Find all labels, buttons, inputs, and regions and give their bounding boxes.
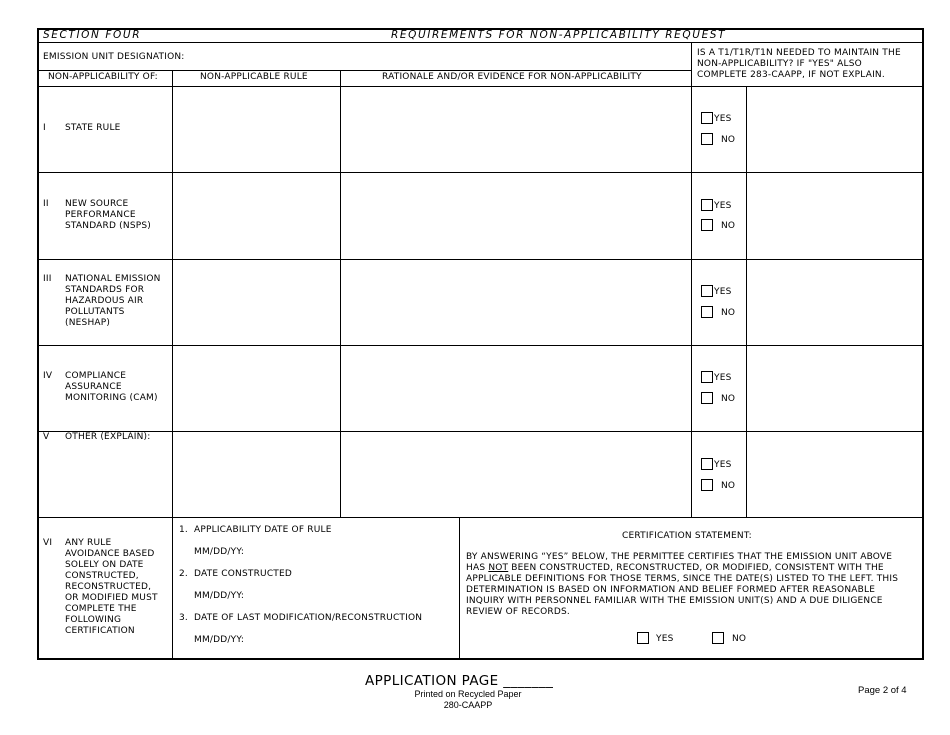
divider (37, 517, 924, 518)
row-label: HAZARDOUS AIR (65, 296, 144, 306)
divider (37, 345, 924, 346)
certification-no-checkbox[interactable] (712, 632, 724, 644)
column-header-rule: NON-APPLICABLE RULE (200, 72, 308, 82)
certification-text (466, 563, 884, 574)
certification-title: CERTIFICATION STATEMENT: (622, 531, 752, 541)
section-title: REQUIREMENTS FOR NON-APPLICABILITY REQUEST (391, 29, 727, 41)
certification-text: INQUIRY WITH PERSONNEL FAMILIAR WITH THE EMISSION UNIT(S) AND A DUE DILIGENCE (466, 596, 883, 606)
no-label: NO (721, 394, 736, 404)
yes-checkbox[interactable] (701, 285, 713, 297)
row-label: STATE RULE (65, 123, 121, 133)
no-label: NO (721, 308, 736, 318)
divider (459, 517, 460, 659)
row-label: CONSTRUCTED, (65, 571, 139, 581)
divider (37, 172, 924, 173)
no-checkbox[interactable] (701, 306, 713, 318)
row-label: OR MODIFIED MUST (65, 593, 158, 603)
certification-text-part: BEEN CONSTRUCTED, RECONSTRUCTED, OR MODIFIED, CONSISTENT WITH THE (508, 563, 884, 573)
divider (691, 42, 692, 517)
row-label: COMPLETE THE (65, 604, 137, 614)
certification-yes-checkbox[interactable] (637, 632, 649, 644)
row-number: IV (43, 371, 53, 381)
row-label: POLLUTANTS (65, 307, 125, 317)
modification-date-field[interactable]: MM/DD/YY: (194, 635, 245, 645)
application-page-label: APPLICATION PAGE _______ (365, 673, 554, 689)
yes-checkbox[interactable] (701, 199, 713, 211)
modification-date-label: DATE OF LAST MODIFICATION/RECONSTRUCTION (194, 613, 423, 623)
divider (746, 86, 747, 517)
question-line-3: COMPLETE 283-CAAPP, IF NOT EXPLAIN. (697, 70, 885, 80)
divider (37, 70, 692, 71)
emission-unit-label: EMISSION UNIT DESIGNATION: (43, 52, 185, 62)
yes-checkbox[interactable] (701, 112, 713, 124)
row-number: II (43, 199, 49, 209)
row-label: MONITORING (CAM) (65, 393, 158, 403)
no-label: NO (721, 135, 736, 145)
certification-text: REVIEW OF RECORDS. (466, 607, 570, 617)
yes-label: YES (714, 373, 732, 383)
row-label: STANDARDS FOR (65, 285, 145, 295)
column-header-non-applicability-of: NON-APPLICABILITY OF: (48, 72, 158, 82)
row-number: III (43, 274, 52, 284)
no-label: NO (721, 221, 736, 231)
applicability-date-field[interactable]: MM/DD/YY: (194, 547, 245, 557)
section-label: SECTION FOUR (43, 29, 142, 41)
divider (37, 431, 924, 432)
certification-text-part: HAS (466, 563, 489, 573)
row-number: V (43, 432, 50, 442)
divider (172, 70, 173, 659)
item-number: 1. (179, 525, 188, 535)
certification-yes-label: YES (656, 634, 674, 644)
row-label: NATIONAL EMISSION (65, 274, 161, 284)
yes-label: YES (714, 460, 732, 470)
divider (37, 42, 924, 43)
yes-label: YES (714, 201, 732, 211)
certification-no-label: NO (732, 634, 747, 644)
row-label: RECONSTRUCTED, (65, 582, 152, 592)
row-label: PERFORMANCE (65, 210, 136, 220)
date-constructed-label: DATE CONSTRUCTED (194, 569, 293, 579)
item-number: 2. (179, 569, 188, 579)
yes-label: YES (714, 114, 732, 124)
row-label: NEW SOURCE (65, 199, 129, 209)
item-number: 3. (179, 613, 188, 623)
row-label: ASSURANCE (65, 382, 122, 392)
certification-not-underlined: NOT (488, 563, 509, 573)
question-line-2: NON-APPLICABILITY? IF "YES" ALSO (697, 59, 862, 69)
yes-checkbox[interactable] (701, 458, 713, 470)
column-header-rationale: RATIONALE AND/OR EVIDENCE FOR NON-APPLICABILITY (382, 72, 642, 82)
no-label: NO (721, 481, 736, 491)
no-checkbox[interactable] (701, 219, 713, 231)
row-number: I (43, 123, 46, 133)
divider (37, 259, 924, 260)
no-checkbox[interactable] (701, 133, 713, 145)
yes-checkbox[interactable] (701, 371, 713, 383)
applicability-date-label: APPLICABILITY DATE OF RULE (194, 525, 332, 535)
no-checkbox[interactable] (701, 479, 713, 491)
question-line-1: IS A T1/T1R/T1N NEEDED TO MAINTAIN THE (697, 48, 901, 58)
certification-text: DETERMINATION IS BASED ON INFORMATION AND BELIEF FORMED AFTER REASONABLE (466, 585, 876, 595)
row-number: VI (43, 538, 53, 548)
row-label: COMPLIANCE (65, 371, 127, 381)
no-checkbox[interactable] (701, 392, 713, 404)
yes-label: YES (714, 287, 732, 297)
printed-note: Printed on Recycled Paper (414, 689, 522, 699)
certification-text: BY ANSWERING “YES” BELOW, THE PERMITTEE CERTIFIES THAT THE EMISSION UNIT ABOVE (466, 552, 893, 562)
row-label: SOLELY ON DATE (65, 560, 144, 570)
page-number: Page 2 of 4 (858, 685, 907, 696)
row-label: AVOIDANCE BASED (65, 549, 155, 559)
row-label: FOLLOWING (65, 615, 122, 625)
row-label: CERTIFICATION (65, 626, 135, 636)
row-label: (NESHAP) (65, 318, 111, 328)
divider (37, 86, 924, 87)
row-label: ANY RULE (65, 538, 112, 548)
date-constructed-field[interactable]: MM/DD/YY: (194, 591, 245, 601)
certification-text: APPLICABLE DEFINITIONS FOR THOSE TERMS, SINCE THE DATE(S) LISTED TO THE LEFT. THIS (466, 574, 899, 584)
form-number: 280-CAAPP (443, 700, 493, 710)
row-label: STANDARD (NSPS) (65, 221, 151, 231)
row-label: OTHER (EXPLAIN): (65, 432, 151, 442)
divider (340, 70, 341, 517)
